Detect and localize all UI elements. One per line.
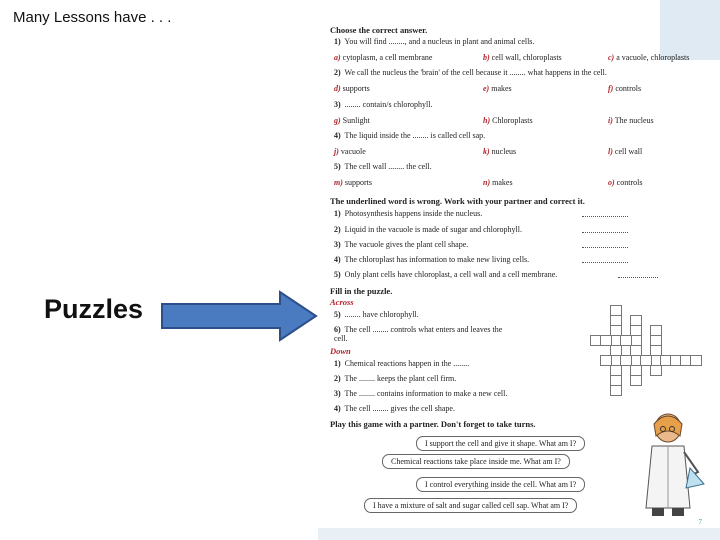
answer-line bbox=[618, 277, 658, 278]
option-row: c) a vacuole, chloroplasts bbox=[608, 53, 690, 62]
section-title: Play this game with a partner. Don't forget to take turns. bbox=[330, 419, 536, 429]
clue-row: 6) The cell ........ controls what enters and leaves the cell. bbox=[334, 325, 503, 343]
speech-bubble: Chemical reactions take place inside me. What am I? bbox=[382, 454, 570, 469]
option-row: n) makes bbox=[483, 178, 513, 187]
question-row: 4) The liquid inside the ........ is called cell sap. bbox=[334, 131, 486, 140]
correction-row: 3) The vacuole gives the plant cell shape. bbox=[334, 240, 469, 249]
option-row: o) controls bbox=[608, 178, 643, 187]
slide-title: Many Lessons have . . . bbox=[13, 9, 172, 26]
option-row: l) cell wall bbox=[608, 147, 643, 156]
down-label: Down bbox=[330, 346, 351, 356]
section-title: Fill in the puzzle. bbox=[330, 286, 393, 296]
crossword-cell[interactable] bbox=[620, 335, 632, 346]
clue-row: 4) The cell ........ gives the cell shape. bbox=[334, 404, 455, 413]
option-row: d) supports bbox=[334, 84, 370, 93]
speech-bubble: I control everything inside the cell. What am I? bbox=[416, 477, 585, 492]
question-row: 2) We call the nucleus the 'brain' of the cell because it ........ what happens in the cell. bbox=[334, 68, 607, 77]
answer-line bbox=[582, 216, 628, 217]
option-row: b) cell wall, chloroplasts bbox=[483, 53, 562, 62]
speech-bubble: I have a mixture of salt and sugar called cell sap. What am I? bbox=[364, 498, 577, 513]
question-row: 1) You will find ........, and a nucleus in plant and animal cells. bbox=[334, 37, 535, 46]
option-row: g) Sunlight bbox=[334, 116, 370, 125]
answer-line bbox=[582, 247, 628, 248]
crossword-cell[interactable] bbox=[650, 365, 662, 376]
answer-line bbox=[582, 262, 628, 263]
option-row: m) supports bbox=[334, 178, 373, 187]
scientist-illustration-icon bbox=[640, 410, 706, 520]
crossword-cell[interactable] bbox=[610, 385, 622, 396]
right-arrow-icon bbox=[160, 290, 320, 342]
section-title: The underlined word is wrong. Work with your partner and correct it. bbox=[330, 196, 585, 206]
clue-row: 5) ........ have chlorophyll. bbox=[334, 310, 419, 319]
speech-bubble: I support the cell and give it shape. What am I? bbox=[416, 436, 585, 451]
page-number: 7 bbox=[698, 518, 702, 526]
puzzles-label: Puzzles bbox=[44, 294, 144, 324]
section-title: Choose the correct answer. bbox=[330, 25, 428, 35]
across-label: Across bbox=[330, 297, 354, 307]
clue-row: 2) The ........ keeps the plant cell firm. bbox=[334, 374, 457, 383]
correction-row: 1) Photosynthesis happens inside the nucleus. bbox=[334, 209, 483, 218]
option-row: i) The nucleus bbox=[608, 116, 654, 125]
option-row: a) cytoplasm, a cell membrane bbox=[334, 53, 433, 62]
crossword-cell[interactable] bbox=[600, 335, 612, 346]
page-corner-decoration bbox=[660, 0, 720, 60]
option-row: k) nucleus bbox=[483, 147, 517, 156]
question-row: 5) The cell wall ........ the cell. bbox=[334, 162, 432, 171]
answer-line bbox=[582, 232, 628, 233]
option-row: j) vacuole bbox=[334, 147, 366, 156]
option-row: e) makes bbox=[483, 84, 512, 93]
clue-row: 1) Chemical reactions happen in the ........ bbox=[334, 359, 470, 368]
option-row: h) Chloroplasts bbox=[483, 116, 533, 125]
option-row: f) controls bbox=[608, 84, 642, 93]
question-row: 3) ........ contain/s chlorophyll. bbox=[334, 100, 433, 109]
correction-row: 5) Only plant cells have chloroplast, a cell wall and a cell membrane. bbox=[334, 270, 558, 279]
crossword-cell[interactable] bbox=[600, 355, 612, 366]
correction-row: 4) The chloroplast has information to make new living cells. bbox=[334, 255, 530, 264]
clue-row: 3) The ........ contains information to make a new cell. bbox=[334, 389, 508, 398]
crossword-cell[interactable] bbox=[690, 355, 702, 366]
crossword-cell[interactable] bbox=[630, 375, 642, 386]
crossword-cell[interactable] bbox=[620, 355, 632, 366]
correction-row: 2) Liquid in the vacuole is made of sugar and chlorophyll. bbox=[334, 225, 522, 234]
crossword-grid bbox=[588, 305, 708, 405]
crossword-cell[interactable] bbox=[640, 355, 652, 366]
worksheet-page bbox=[318, 0, 720, 540]
page-footer-band bbox=[318, 528, 720, 540]
